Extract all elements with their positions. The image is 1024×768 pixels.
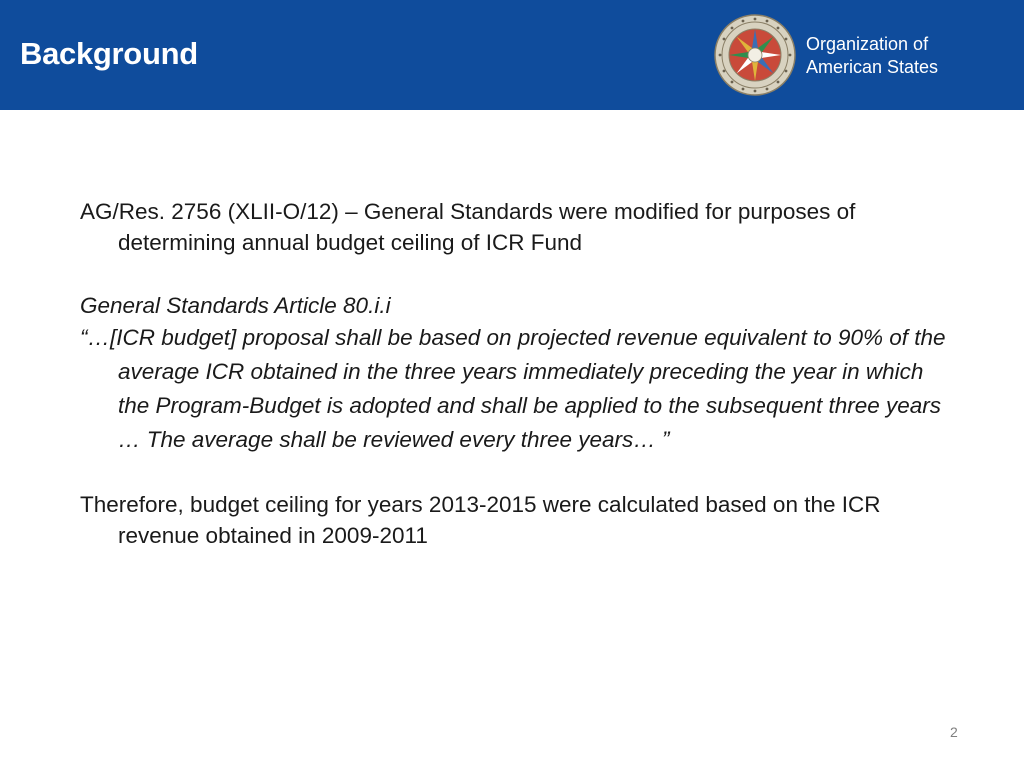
organization-name [806,33,938,79]
resolution-paragraph: AG/Res. 2756 (XLII-O/12) – General Standards were modified for purposes of determining annual budget ceiling of ICR Fund [80,199,856,255]
slide-body [80,196,960,551]
spacer [80,457,960,489]
article-heading: General Standards Article 80.i.i [80,293,391,318]
oas-seal-icon [714,14,796,96]
conclusion-paragraph: Therefore, budget ceiling for years 2013-2015 were calculated based on the ICR revenue obtained in 2009-2011 [80,492,881,548]
organization-name-line1: Organization of [806,34,929,54]
slide-header [0,0,1024,110]
organization-name-line2: American States [806,57,939,77]
slide-title: Background [20,36,198,71]
spacer [80,258,960,290]
page-number: 2 [950,724,958,740]
article-quote: “…[ICR budget] proposal shall be based on projected revenue equivalent to 90% of the average ICR obtained in the three years immediately preceding the year in which the Program-Budget is adopted and shall be applied to the subsequent three years … The average shall be reviewed every three years… ” [80,325,946,452]
